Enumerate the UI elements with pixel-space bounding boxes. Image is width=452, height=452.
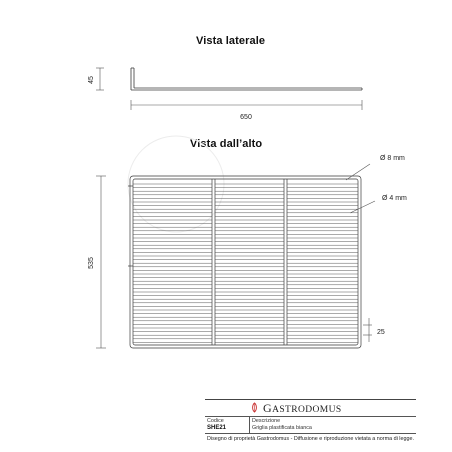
title-block — [205, 399, 416, 447]
brand-initial: G — [263, 401, 273, 415]
top-width-label: 535 — [88, 257, 95, 269]
brand-name — [263, 401, 342, 416]
spacing-label: 25 — [377, 329, 385, 336]
code-label: Codice — [207, 418, 224, 424]
side-view-title: Vista laterale — [196, 35, 266, 47]
rod-inner-leader — [350, 201, 375, 213]
top-view-title: Vista dall’alto — [190, 138, 263, 150]
footer-note: Disegno di proprietà Gastrodomus - Diffusione e riproduzione vietata a norma di legge. — [207, 436, 414, 442]
rod-inner-label: Ø 4 mm — [382, 195, 407, 202]
side-length-dimension — [131, 100, 362, 110]
code-value: SHE21 — [207, 425, 227, 431]
gastrodomus-logo-icon — [249, 402, 260, 413]
side-length-label: 650 — [240, 114, 252, 121]
rod-outer-label: Ø 8 mm — [380, 155, 405, 162]
side-height-dimension — [96, 68, 104, 90]
description-label: Descrizione — [252, 418, 281, 424]
title-block-info-row — [205, 416, 416, 434]
code-cell — [205, 417, 250, 433]
brand-rest: ASTRODOMUS — [272, 405, 342, 415]
description-value: Griglia plastificata bianca — [252, 425, 312, 431]
side-height-label: 45 — [88, 76, 95, 84]
rod-outer-leader — [346, 164, 370, 180]
side-view — [131, 68, 362, 90]
grid-rods — [133, 184, 358, 342]
spacing-dimension — [363, 318, 372, 342]
top-width-dimension — [96, 176, 106, 348]
